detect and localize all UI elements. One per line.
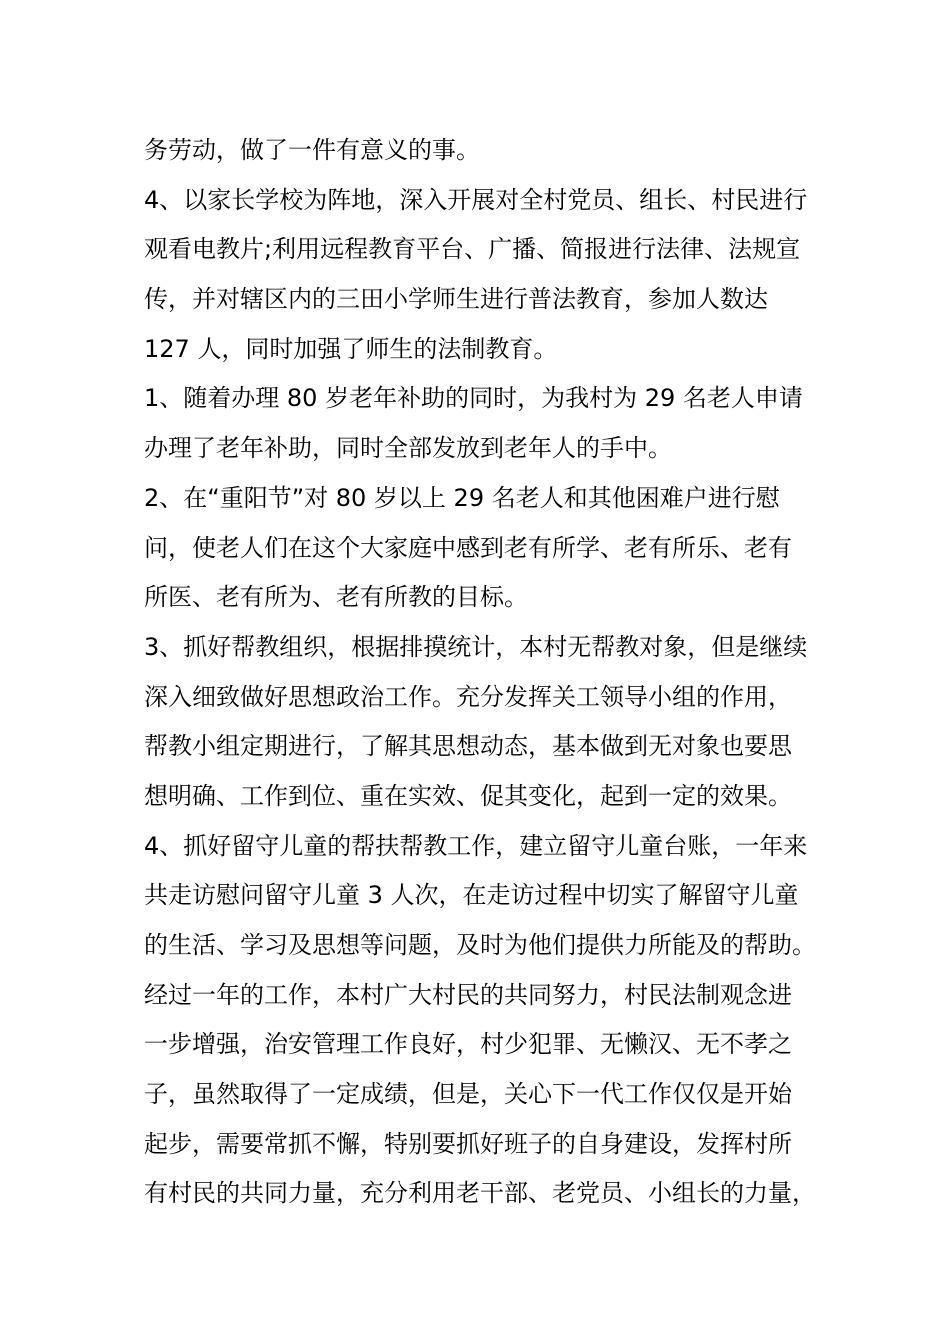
text-line: 传，并对辖区内的三田小学师生进行普法教育，参加人数达	[144, 285, 768, 314]
text-line: 2、在“重阳节”对 80 岁以上 29 名老人和其他困难户进行慰	[144, 483, 780, 512]
text-line: 的生活、学习及思想等问题，及时为他们提供力所能及的帮助。	[144, 931, 816, 959]
document-body	[144, 126, 824, 1219]
text-line: 127 人，同时加强了师生的法制教育。	[144, 334, 558, 363]
text-line: 有村民的共同力量，充分利用老干部、老党员、小组长的力量，	[144, 1179, 816, 1208]
text-line: 办理了老年补助，同时全部发放到老年人的手中。	[144, 434, 672, 463]
text-line: 起步，需要常抓不懈，特别要抓好班子的自身建设，发挥村所	[144, 1129, 792, 1158]
text-line: 问，使老人们在这个大家庭中感到老有所学、老有所乐、老有	[144, 533, 792, 562]
text-line: 所医、老有所为、老有所教的目标。	[144, 583, 528, 612]
text-line: 深入细致做好思想政治工作。充分发挥关工领导小组的作用，	[144, 682, 792, 711]
text-line: 子，虽然取得了一定成绩，但是，关心下一代工作仅仅是开始	[144, 1080, 792, 1109]
text-line: 帮教小组定期进行，了解其思想动态，基本做到无对象也要思	[144, 732, 792, 761]
text-line: 3、抓好帮教组织，根据排摸统计，本村无帮教对象，但是继续	[144, 632, 808, 661]
text-line: 4、抓好留守儿童的帮扶帮教工作，建立留守儿童台账，一年来	[144, 831, 808, 860]
text-line: 共走访慰问留守儿童 3 人次，在走访过程中切实了解留守儿童	[144, 881, 799, 910]
text-line: 4、以家长学校为阵地，深入开展对全村党员、组长、村民进行	[144, 185, 808, 214]
text-line: 经过一年的工作，本村广大村民的共同努力，村民法制观念进	[144, 980, 792, 1009]
text-line: 一步增强，治安管理工作良好，村少犯罪、无懒汉、无不孝之	[144, 1030, 792, 1059]
text-line: 1、随着办理 80 岁老年补助的同时，为我村为 29 名老人申请	[144, 384, 803, 413]
text-line: 观看电教片;利用远程教育平台、广播、简报进行法律、法规宣	[144, 235, 801, 264]
text-line: 想明确、工作到位、重在实效、促其变化，起到一定的效果。	[144, 781, 792, 810]
text-line: 务劳动，做了一件有意义的事。	[144, 136, 480, 164]
